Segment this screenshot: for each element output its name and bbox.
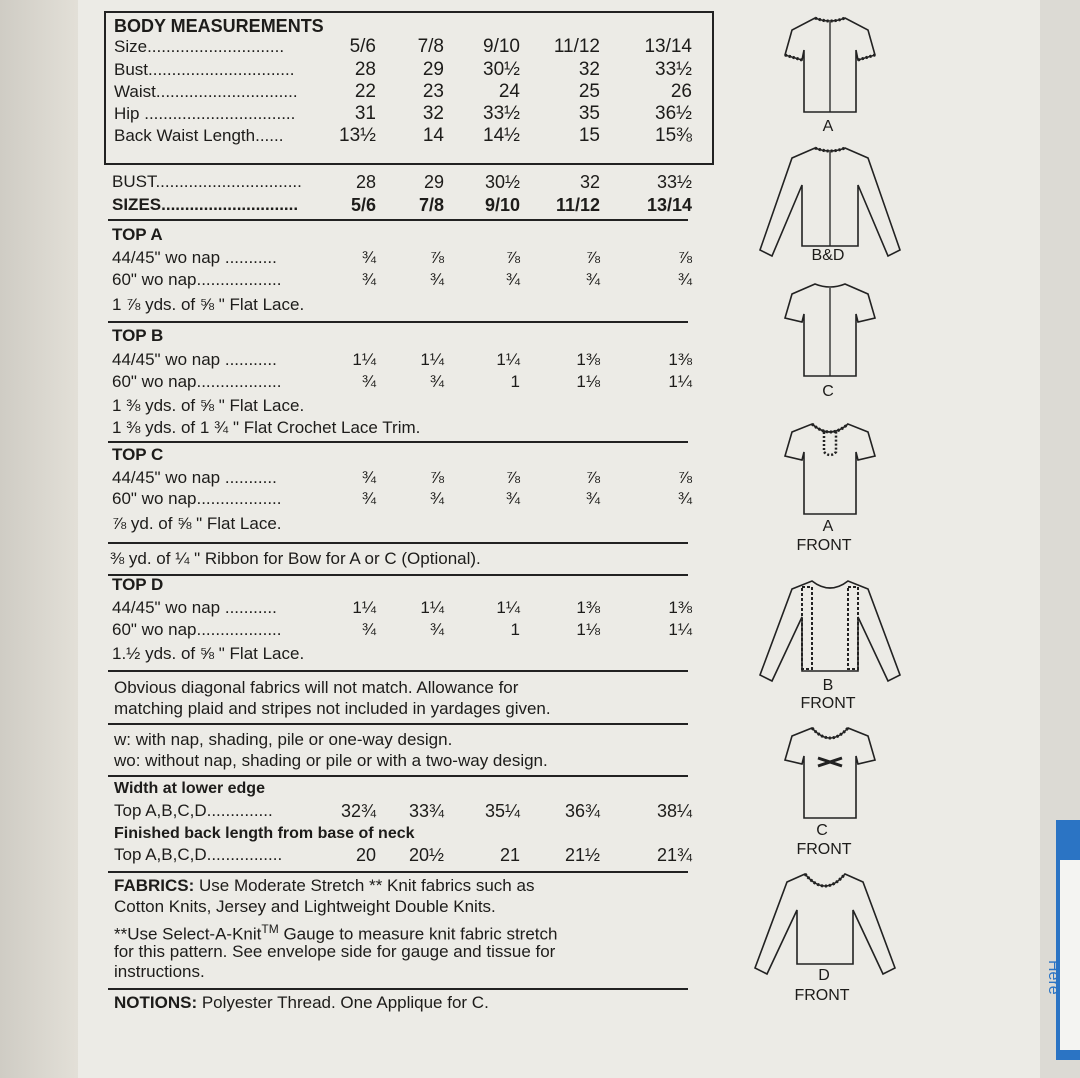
top-a-60-value: ¾ — [585, 270, 600, 289]
top-d-front-illustration — [745, 868, 905, 976]
fabrics-line3a: **Use Select-A-Knit — [114, 924, 262, 944]
measurement-value: 33½ — [655, 59, 692, 80]
bust-value: 32 — [579, 172, 600, 192]
top-d-60-value: ¾ — [429, 620, 444, 639]
side-tab — [1045, 820, 1080, 1060]
top-a-44-value: ⅞ — [677, 248, 692, 267]
top-a-front-illustration — [780, 418, 880, 518]
measurement-value: 14½ — [483, 125, 520, 146]
notions-text: Polyester Thread. One Applique for C. — [201, 993, 489, 1012]
measurement-value: 36½ — [655, 103, 692, 124]
measurement-value: 7/8 — [417, 36, 444, 57]
measurement-row-label: Hip ................................ — [114, 104, 296, 123]
fabrics-line3 — [114, 919, 557, 945]
sizes-label: SIZES............................. — [112, 195, 299, 214]
top-a-row2-label: 60" wo nap.................. — [112, 270, 282, 289]
nap-note-line1: w: with nap, shading, pile or one-way design. — [114, 730, 453, 749]
measurement-row-label: Bust............................... — [114, 60, 295, 79]
divider — [108, 574, 688, 576]
measurement-row-label: Waist.............................. — [114, 82, 298, 101]
width-value: 38¼ — [656, 801, 692, 821]
top-c-44-value: ¾ — [361, 468, 376, 487]
top-d-44-value: 1⅜ — [576, 598, 600, 617]
fabrics-line1 — [114, 876, 534, 896]
measurement-value: 32 — [578, 59, 600, 80]
width-value: 36¾ — [564, 801, 600, 821]
top-c-44-value: ⅞ — [505, 468, 520, 487]
finished-length-value: 21½ — [564, 845, 600, 865]
width-value: 35¼ — [484, 801, 520, 821]
illustration-sub-a-front: FRONT — [796, 537, 852, 554]
measurement-value: 22 — [354, 81, 376, 102]
top-c-44-value: ⅞ — [677, 468, 692, 487]
top-c-44-value: ⅞ — [429, 468, 444, 487]
measurement-value: 23 — [422, 81, 444, 102]
top-a-note: 1 ⅞ yds. of ⅝ " Flat Lace. — [112, 295, 305, 314]
measurement-value: 25 — [578, 81, 600, 102]
divider — [108, 723, 688, 725]
divider — [108, 988, 688, 990]
nap-note-line2: wo: without nap, shading or pile or with a two-way design. — [114, 751, 548, 770]
size-value: 5/6 — [350, 195, 376, 215]
background-left-margin — [0, 0, 80, 1078]
diagonal-note-line1: Obvious diagonal fabrics will not match. Allowance for — [114, 678, 519, 697]
top-a-44-value: ⅞ — [585, 248, 600, 267]
finished-length-value: 20 — [355, 845, 376, 865]
illustration-sub-d-front: FRONT — [794, 987, 850, 1004]
top-c-60-value: ¾ — [677, 489, 692, 508]
diagonal-note-line2: matching plaid and stripes not included in yardages given. — [114, 699, 551, 718]
top-a-60-value: ¾ — [429, 270, 444, 289]
illustration-label-b-front: B — [822, 677, 834, 694]
measurement-value: 26 — [670, 81, 692, 102]
top-d-title: TOP D — [112, 575, 164, 594]
body-measurements-title: BODY MEASUREMENTS — [114, 16, 324, 36]
top-b-60-value: ¾ — [361, 372, 376, 391]
measurement-value: 9/10 — [483, 36, 520, 57]
divider — [108, 441, 688, 443]
top-b-44-value: 1⅜ — [576, 350, 600, 369]
top-a-44-value: ¾ — [361, 248, 376, 267]
finished-length-value: 21¾ — [656, 845, 692, 865]
divider — [108, 775, 688, 777]
notions-line — [114, 993, 489, 1013]
top-d-44-value: 1¼ — [420, 598, 444, 617]
fabrics-text1: Use Moderate Stretch ** Knit fabrics such as — [199, 876, 535, 895]
illustration-label-d-front: D — [818, 967, 830, 984]
size-value: 13/14 — [646, 195, 692, 215]
measurement-value: 35 — [578, 103, 600, 124]
top-c-60-value: ¾ — [361, 489, 376, 508]
illustration-label-c-front: C — [816, 822, 828, 839]
trademark: TM — [261, 922, 279, 936]
top-d-row1-label: 44/45" wo nap ........... — [112, 598, 277, 617]
illustration-label-a-front: A — [822, 518, 834, 535]
width-value: 32¾ — [340, 801, 376, 821]
measurement-value: 11/12 — [553, 36, 600, 57]
top-a-row1-label: 44/45" wo nap ........... — [112, 248, 277, 267]
width-lower-edge-title: Width at lower edge — [114, 780, 265, 797]
top-d-44-value: 1⅜ — [668, 598, 692, 617]
size-value: 11/12 — [555, 195, 600, 215]
side-tab-text: Here — [1045, 960, 1062, 995]
top-b-44-value: 1⅜ — [668, 350, 692, 369]
illustration-sub-c-front: FRONT — [796, 841, 852, 858]
top-c-front-illustration — [780, 722, 880, 822]
top-c-row1-label: 44/45" wo nap ........... — [112, 468, 277, 487]
top-d-60-value: 1¼ — [668, 620, 692, 639]
top-c-44-value: ⅞ — [585, 468, 600, 487]
top-b-44-value: 1¼ — [496, 350, 520, 369]
top-b-row2-label: 60" wo nap.................. — [112, 372, 282, 391]
top-a-60-value: ¾ — [677, 270, 692, 289]
measurement-row-label: Size............................. — [114, 37, 285, 56]
measurement-value: 28 — [354, 59, 376, 80]
top-b-note2: 1 ⅜ yds. of 1 ¾ " Flat Crochet Lace Trim. — [112, 418, 421, 437]
measurement-value: 13½ — [339, 125, 376, 146]
top-bd-back-illustration — [750, 140, 910, 258]
illustration-label-a: A — [822, 118, 834, 135]
top-b-row1-label: 44/45" wo nap ........... — [112, 350, 277, 369]
fabrics-line4: for this pattern. See envelope side for gauge and tissue for — [114, 942, 556, 961]
fabrics-line5: instructions. — [114, 962, 205, 981]
bust-value: 33½ — [656, 172, 692, 192]
bust-value: 29 — [423, 172, 444, 192]
top-c-60-value: ¾ — [505, 489, 520, 508]
top-a-title: TOP A — [112, 225, 163, 244]
bust-value: 30½ — [484, 172, 520, 192]
measurement-value: 30½ — [483, 59, 520, 80]
measurement-value: 15 — [578, 125, 600, 146]
top-d-60-value: 1⅛ — [576, 620, 600, 639]
measurement-value: 24 — [498, 81, 520, 102]
divider — [108, 321, 688, 323]
width-value: 33¾ — [408, 801, 444, 821]
ribbon-note: ⅜ yd. of ¼ " Ribbon for Bow for A or C (Optional). — [110, 549, 481, 568]
size-value: 9/10 — [484, 195, 520, 215]
top-a-60-value: ¾ — [361, 270, 376, 289]
top-a-44-value: ⅞ — [505, 248, 520, 267]
top-c-60-value: ¾ — [585, 489, 600, 508]
divider — [108, 871, 688, 873]
top-c-back-illustration — [780, 278, 880, 383]
top-b-60-value: 1⅛ — [576, 372, 600, 391]
top-b-60-value: ¾ — [429, 372, 444, 391]
top-d-60-value: ¾ — [361, 620, 376, 639]
top-c-row2-label: 60" wo nap.................. — [112, 489, 282, 508]
finished-back-title: Finished back length from base of neck — [114, 825, 415, 842]
measurement-value: 15⅜ — [655, 125, 692, 146]
measurement-value: 5/6 — [349, 36, 376, 57]
fabrics-line2: Cotton Knits, Jersey and Lightweight Double Knits. — [114, 897, 496, 916]
top-a-44-value: ⅞ — [429, 248, 444, 267]
top-d-note: 1.½ yds. of ⅝ " Flat Lace. — [112, 644, 305, 663]
divider — [108, 670, 688, 672]
notions-heading: NOTIONS: — [114, 993, 198, 1012]
measurement-value: 32 — [422, 103, 444, 124]
top-d-60-value: 1 — [510, 620, 520, 639]
divider — [108, 219, 688, 221]
size-value: 7/8 — [418, 195, 444, 215]
top-d-44-value: 1¼ — [496, 598, 520, 617]
top-d-44-value: 1¼ — [352, 598, 376, 617]
divider — [108, 542, 688, 544]
measurement-value: 31 — [354, 103, 376, 124]
top-b-note1: 1 ⅜ yds. of ⅝ " Flat Lace. — [112, 396, 305, 415]
illustration-sub-b-front: FRONT — [800, 695, 856, 712]
top-d-row2-label: 60" wo nap.................. — [112, 620, 282, 639]
top-c-note: ⅞ yd. of ⅝ " Flat Lace. — [112, 514, 282, 533]
top-a-back-illustration — [780, 10, 880, 120]
measurement-value: 14 — [422, 125, 444, 146]
width-lower-edge-label: Top A,B,C,D.............. — [114, 801, 273, 820]
top-b-front-illustration — [750, 575, 910, 683]
measurement-value: 29 — [422, 59, 444, 80]
bust-label: BUST............................... — [112, 172, 302, 191]
finished-back-label: Top A,B,C,D................ — [114, 845, 283, 864]
top-b-44-value: 1¼ — [352, 350, 376, 369]
finished-length-value: 20½ — [408, 845, 444, 865]
top-b-60-value: 1¼ — [668, 372, 692, 391]
measurement-value: 33½ — [483, 103, 520, 124]
top-b-44-value: 1¼ — [420, 350, 444, 369]
finished-length-value: 21 — [499, 845, 520, 865]
top-c-title: TOP C — [112, 445, 164, 464]
top-b-title: TOP B — [112, 326, 164, 345]
fabrics-heading: FABRICS: — [114, 876, 195, 895]
bust-value: 28 — [355, 172, 376, 192]
top-a-60-value: ¾ — [505, 270, 520, 289]
illustration-label-c: C — [822, 383, 834, 400]
measurement-row-label: Back Waist Length...... — [114, 126, 284, 145]
measurement-value: 13/14 — [644, 36, 692, 57]
top-c-60-value: ¾ — [429, 489, 444, 508]
fabrics-line3b: Gauge to measure knit fabric stretch — [278, 924, 558, 944]
illustration-label-bd: B&D — [811, 247, 845, 264]
top-b-60-value: 1 — [510, 372, 520, 391]
